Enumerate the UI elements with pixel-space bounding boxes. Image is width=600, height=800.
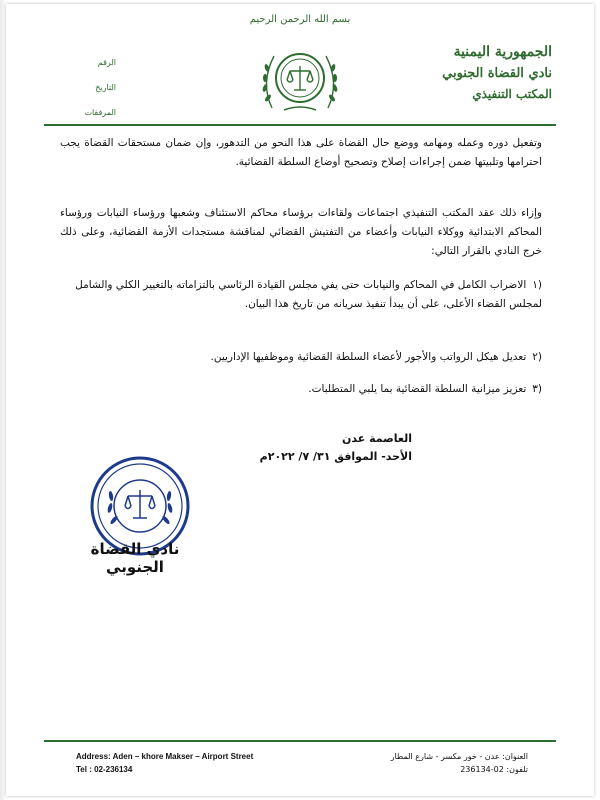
signature-block (212, 430, 412, 466)
org-office: المكتب التنفيذي (472, 87, 552, 101)
signature-place: العاصمة عدن (341, 432, 412, 445)
paragraph-2: وإزاء ذلك عقد المكتب التنفيذي اجتماعات ولقاءات برؤساء محاكم الاستئناف وشعبها ورؤساء النيابات ورؤساء المحاكم الابتدائية ووكلاء النيابات وأعضاء من التفتيش القضائي لمناقشة مستجدات الأزمة القضائية، وعلى ذلك خرج النادي بالقرار التالي: (60, 207, 542, 257)
stamp-label: نادي القضاة الجنوبي (90, 540, 180, 576)
header-divider (44, 124, 556, 126)
ref-number-label: الرقم (97, 58, 116, 67)
footer-tel-en: Tel : 02-236134 (76, 765, 133, 774)
letterhead-organization (382, 44, 552, 101)
footer-arabic (391, 750, 528, 776)
decision-text: تعديل هيكل الرواتب والأجور لأعضاء السلطة القضائية وموظفيها الإداريين. (210, 351, 527, 363)
decision-number: (٣ (532, 383, 542, 395)
basmala: بسم الله الرحمن الرحيم (249, 14, 351, 25)
decision-item-2 (60, 348, 542, 367)
decision-text: تعزيز ميزانية السلطة القضائية بما يلبي المتطلبات. (308, 383, 527, 395)
paragraph-1: وتفعيل دوره وعمله ومهامه ووضع حال القضاة على هذا النحو من التدهور، وإن ضمان مستحقات القضاة يجب احترامها وتلبيتها ضمن إجراءات إصلاح وتصحيح أوضاع السلطة القضائية. (60, 137, 542, 168)
org-club-name: نادي القضاة الجنوبي (442, 66, 552, 81)
org-country: الجمهورية اليمنية (453, 44, 552, 60)
decision-number: (٢ (532, 351, 542, 363)
decision-item-3 (60, 380, 542, 399)
decision-item-1 (60, 276, 542, 314)
decision-number: (١ (532, 279, 542, 291)
footer-divider (44, 740, 556, 742)
date-label: التاريخ (95, 83, 116, 92)
letterhead-reference-fields (66, 58, 116, 133)
signature-date: الأحد- الموافق ٣١/ ٧/ ٢٠٢٢م (259, 450, 412, 463)
attachments-label: المرفقات (84, 108, 116, 117)
footer-address-en: Address: Aden – khore Makser – Airport Street (76, 752, 254, 761)
decision-text: الاضراب الكامل في المحاكم والنيابات حتى يفي مجلس القيادة الرئاسي بالتزاماته بالتغيير الكلي والشامل لمجلس القضاء الأعلى، على أن يبدأ تنفيذ سريانه من تاريخ هذا البيان. (75, 279, 542, 310)
footer-address-ar: العنوان: عدن - خور مكسر - شارع المطار (390, 752, 528, 761)
footer-tel-ar: تلفون: 02-236134 (460, 765, 528, 774)
club-logo-icon (254, 38, 346, 120)
footer-english (76, 750, 253, 776)
